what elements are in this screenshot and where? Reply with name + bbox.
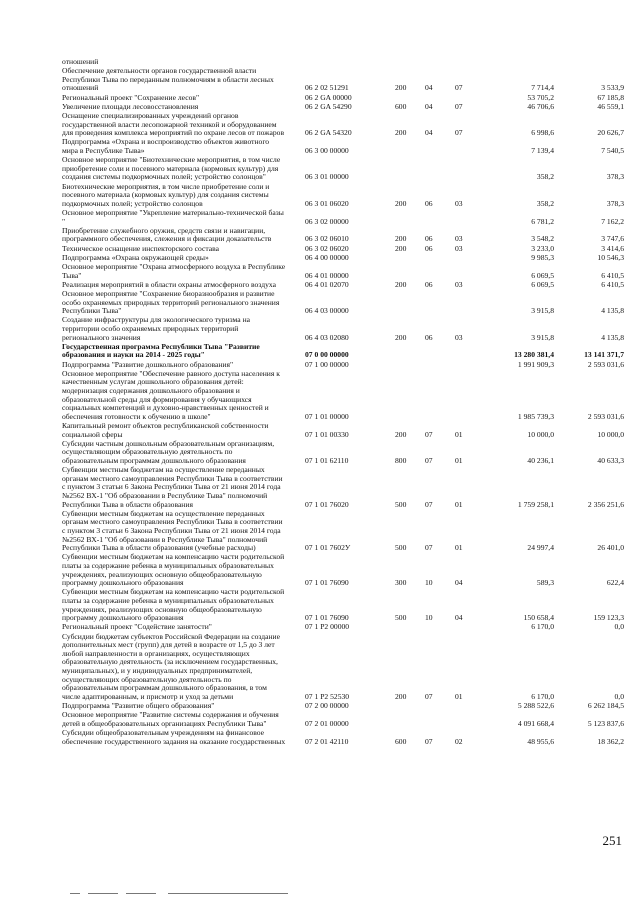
- row-29-v1: 48 955,6: [527, 736, 554, 746]
- row-15-c1: 200: [395, 332, 407, 342]
- row-7-v2: 378,3: [606, 198, 624, 208]
- description-line: Республики Тыва в области образования: [62, 499, 193, 509]
- row-2-v2: 67 185,8: [597, 92, 624, 102]
- row-24-c2: 10: [425, 613, 433, 623]
- row-21-c2: 07: [425, 499, 433, 509]
- row-16-v1: 13 280 381,4: [514, 350, 554, 360]
- row-10-c3: 03: [455, 243, 463, 253]
- row-26-c1: 200: [395, 691, 407, 701]
- description-line: Биотехнические мероприятия, в том числе приобретение соли и: [62, 181, 270, 191]
- row-9-code: 06 3 02 06010: [305, 234, 349, 244]
- row-27-code: 07 2 00 00000: [305, 701, 349, 710]
- row-19-c2: 07: [425, 429, 433, 439]
- row-15-v2: 4 135,8: [601, 332, 624, 342]
- row-28-code: 07 2 01 00000: [305, 718, 349, 728]
- row-3-code: 06 2 GA 54290: [305, 101, 352, 111]
- row-3-c2: 04: [425, 101, 433, 111]
- row-6-v2: 378,3: [606, 172, 624, 182]
- row-5-code: 06 3 00 00000: [305, 146, 349, 155]
- description-line: программу дошкольного образования: [62, 578, 184, 588]
- row-5-v2: 7 540,5: [601, 146, 624, 155]
- row-17-v2: 2 593 031,6: [587, 359, 624, 369]
- description-line: территории особо охраняемых природных территорий: [62, 323, 239, 333]
- row-8-v2: 7 162,2: [601, 216, 624, 226]
- row-13-code: 06 4 01 02070: [305, 279, 349, 289]
- description-line: образования и науки на 2014 - 2025 годы": [62, 350, 205, 360]
- description-line: дополнительных мест (групп) для детей в возрасте от 1,5 до 3 лет: [62, 640, 275, 650]
- row-5-description: [62, 138, 312, 155]
- description-line: Подпрограмма «Охрана и воспроизводство объектов животного: [62, 137, 270, 147]
- row-5-v1: 7 139,4: [531, 146, 554, 155]
- row-18-description: [62, 370, 312, 422]
- row-19-v2: 10 000,0: [597, 429, 624, 439]
- row-15-v1: 3 915,8: [531, 332, 554, 342]
- row-3-v1: 46 706,6: [527, 101, 554, 111]
- row-14-code: 06 4 03 00000: [305, 306, 349, 316]
- row-9-c1: 200: [395, 234, 407, 244]
- row-7-c3: 03: [455, 198, 463, 208]
- description-line: Субвенции местным бюджетам на осуществление переданных: [62, 465, 265, 475]
- row-23-v1: 589,3: [536, 578, 554, 588]
- row-12-description: [62, 263, 312, 280]
- row-8-description: [62, 209, 312, 226]
- row-15-code: 06 4 03 02080: [305, 332, 349, 342]
- row-19-description: [62, 422, 312, 439]
- row-8-v1: 6 781,2: [531, 216, 554, 226]
- description-line: Основное мероприятие "Сохранение биоразнообразия и развитие: [62, 289, 275, 298]
- description-line: Подпрограмма "Развитие общего образования": [62, 701, 215, 710]
- description-line: Основное мероприятие "Охрана атмосферного воздуха в Республике: [62, 262, 286, 271]
- description-line: №2562 ВХ-1 "Об образовании в Республике Тыва" полномочий: [62, 490, 268, 500]
- row-7-v1: 358,2: [536, 198, 554, 208]
- description-line: создания системы подкормочных полей; устройство солонцов": [62, 172, 266, 182]
- row-22-v2: 26 401,0: [597, 543, 624, 553]
- row-20-c1: 800: [395, 456, 407, 465]
- description-line: образовательную деятельность (за исключением государственных,: [62, 657, 278, 667]
- description-line: модернизация содержания дошкольного образования и: [62, 385, 240, 395]
- row-19-c3: 01: [455, 429, 463, 439]
- row-21-c3: 01: [455, 499, 463, 509]
- description-line: Основное мероприятие "Биотехнические мероприятия, в том числе: [62, 155, 281, 165]
- description-line: ": [62, 216, 66, 226]
- row-20-c2: 07: [425, 456, 433, 465]
- row-14-v2: 4 135,8: [601, 306, 624, 316]
- row-27-v2: 6 262 184,5: [587, 701, 624, 710]
- row-21-v2: 2 356 251,6: [587, 499, 624, 509]
- description-line: Подпрограмма «Охрана окружающей среды»: [62, 252, 209, 262]
- row-9-v2: 3 747,6: [601, 234, 624, 244]
- footer-rule-4: [168, 893, 288, 894]
- row-7-c1: 200: [395, 198, 407, 208]
- row-7-c2: 06: [425, 198, 433, 208]
- description-line: Республики Тыва по переданным полномочиям в области лесных: [62, 74, 274, 84]
- row-24-c1: 500: [395, 613, 407, 623]
- description-line: учреждениях, реализующих основную общеобразовательную: [62, 604, 262, 614]
- description-line: Оснащение специализированных учреждений органов: [62, 111, 239, 120]
- description-line: обеспечение государственного задания на оказание государственных: [62, 736, 286, 746]
- description-line: Увеличение площади лесовосстановления: [62, 101, 199, 111]
- row-29-c1: 600: [395, 736, 407, 746]
- row-23-c2: 10: [425, 578, 433, 588]
- description-line: Реализация мероприятий в области охраны атмосферного воздуха: [62, 279, 276, 289]
- description-line: для проведения комплекса мероприятий по охране лесов от пожаров: [62, 128, 285, 138]
- row-20-v1: 40 236,1: [527, 456, 554, 465]
- row-3-v2: 46 559,1: [597, 101, 624, 111]
- row-3-c3: 07: [455, 101, 463, 111]
- row-4-code: 06 2 GA 54320: [305, 128, 352, 138]
- row-21-v1: 1 759 258,1: [517, 499, 554, 509]
- row-19-c1: 200: [395, 429, 407, 439]
- description-line: учреждениях, реализующих основную общеобразовательную: [62, 569, 262, 579]
- row-21-code: 07 1 01 76020: [305, 499, 349, 509]
- row-11-v2: 10 546,3: [597, 252, 624, 262]
- description-line: обеспечения готовности к обучению в школе": [62, 411, 211, 421]
- description-line: с пунктом 3 статьи 6 Закона Республики Тыва от 21 июня 2014 года: [62, 482, 281, 492]
- row-29-description: [62, 729, 312, 746]
- row-26-v1: 6 170,0: [531, 691, 554, 701]
- row-23-description: [62, 553, 312, 587]
- row-20-v2: 40 633,3: [597, 456, 624, 465]
- description-line: особо охраняемых природных территорий регионального значения: [62, 297, 280, 307]
- row-25-v1: 6 170,0: [531, 622, 554, 632]
- description-line: образовательным программам дошкольного образования: [62, 455, 246, 465]
- description-line: числе адаптированным, и присмотр и уход за детьми: [62, 691, 234, 701]
- row-29-code: 07 2 01 42110: [305, 736, 349, 746]
- row-13-c2: 06: [425, 279, 433, 289]
- row-29-v2: 18 362,2: [597, 736, 624, 746]
- row-25-v2: 0,0: [614, 622, 624, 632]
- description-line: любой направленности в организациях, осуществляющих: [62, 648, 250, 658]
- row-24-v1: 150 658,4: [523, 613, 554, 623]
- footer-rule-2: [88, 893, 118, 894]
- description-line: Тыва": [62, 270, 82, 280]
- description-line: Региональный проект "Сохранение лесов": [62, 92, 200, 102]
- description-line: осуществляющим образовательную деятельность по: [62, 447, 233, 457]
- description-line: подкормочных полей; устройство солонцов: [62, 198, 203, 208]
- row-26-c3: 01: [455, 691, 463, 701]
- description-line: образовательной среды для формирования у обучающихся: [62, 394, 252, 404]
- row-20-c3: 01: [455, 456, 463, 465]
- row-24-c3: 04: [455, 613, 463, 623]
- row-10-v1: 3 233,0: [531, 243, 554, 253]
- row-29-c3: 02: [455, 736, 463, 746]
- row-23-c3: 04: [455, 578, 463, 588]
- row-9-v1: 3 548,2: [531, 234, 554, 244]
- description-line: Приобретение служебного оружия, средств связи и навигации,: [62, 225, 266, 235]
- row-12-code: 06 4 01 00000: [305, 270, 349, 280]
- description-line: №2562 ВХ-1 "Об образовании в Республике Тыва" полномочий: [62, 534, 268, 544]
- row-18-code: 07 1 01 00000: [305, 411, 349, 421]
- row-10-v2: 3 414,6: [601, 243, 624, 253]
- row-10-description: [62, 245, 312, 254]
- row-6-v1: 358,2: [536, 172, 554, 182]
- description-line: Субвенции местным бюджетам на компенсацию части родительской: [62, 552, 285, 562]
- description-line: Субсидии бюджетам субъектов Российской Федерации на создание: [62, 631, 280, 641]
- row-1-c1: 200: [395, 83, 407, 93]
- row-24-code: 07 1 01 76090: [305, 613, 349, 623]
- description-line: Региональный проект "Содействие занятости": [62, 622, 212, 632]
- description-line: программного обеспечения, слежения и фиксации доказательств: [62, 234, 272, 244]
- row-26-v2: 0,0: [614, 691, 624, 701]
- row-1-c2: 04: [425, 83, 433, 93]
- row-2-v1: 53 705,2: [527, 92, 554, 102]
- row-16-code: 07 0 00 00000: [305, 350, 349, 360]
- row-16-description: [62, 343, 312, 360]
- row-14-v1: 3 915,8: [531, 306, 554, 316]
- row-11-v1: 9 985,3: [531, 252, 554, 262]
- row-4-c1: 200: [395, 128, 407, 138]
- description-line: посевного материала (кормовых культур) для создания системы: [62, 190, 269, 200]
- row-4-c3: 07: [455, 128, 463, 138]
- description-line: отношений: [62, 83, 99, 93]
- row-28-description: [62, 711, 312, 728]
- description-line: отношений: [62, 57, 99, 66]
- description-line: Основное мероприятие "Укрепление материально-технической базы: [62, 208, 284, 217]
- row-10-code: 06 3 02 06020: [305, 243, 349, 253]
- row-2-description: [62, 94, 312, 103]
- row-4-c2: 04: [425, 128, 433, 138]
- row-13-c3: 03: [455, 279, 463, 289]
- footer-rule-1: [70, 893, 80, 894]
- row-29-c2: 07: [425, 736, 433, 746]
- description-line: Государственная программа Республики Тыва "Развитие: [62, 341, 260, 351]
- row-2-code: 06 2 GA 00000: [305, 92, 352, 102]
- row-13-v1: 6 069,5: [531, 279, 554, 289]
- description-line: Республики Тыва": [62, 306, 122, 316]
- description-line: социальной сферы: [62, 429, 123, 439]
- footer-rule-3: [126, 893, 156, 894]
- description-line: с пунктом 3 статьи 6 Закона Республики Тыва от 21 июня 2014 года: [62, 525, 281, 535]
- row-10-c2: 06: [425, 243, 433, 253]
- row-18-v2: 2 593 031,6: [587, 411, 624, 421]
- description-line: образовательным программам дошкольного образования, в том: [62, 683, 267, 693]
- description-line: Подпрограмма "Развитие дошкольного образования": [62, 359, 234, 369]
- description-line: осуществляющих образовательную деятельность по: [62, 674, 232, 684]
- description-line: Основное мероприятие "Обеспечение равного доступа населения к: [62, 368, 280, 378]
- description-line: Субвенции местным бюджетам на компенсацию части родительской: [62, 587, 285, 597]
- row-21-description: [62, 466, 312, 509]
- row-22-c2: 07: [425, 543, 433, 553]
- description-line: платы за содержание ребенка в муниципальных образовательных: [62, 595, 274, 605]
- description-line: мира в Республике Тыва»: [62, 145, 145, 155]
- row-26-description: [62, 633, 312, 702]
- row-25-description: [62, 623, 312, 632]
- description-line: социальных компетенций и духовно-нравственных ценностей и: [62, 403, 269, 413]
- description-line: Субвенции местным бюджетам на осуществление переданных: [62, 508, 265, 518]
- description-line: Субсидии частным дошкольным образовательным организациям,: [62, 438, 275, 448]
- description-line: Основное мероприятие "Развитие системы содержания и обучения: [62, 710, 279, 720]
- description-line: органам местного самоуправления Республики Тыва в соответствии: [62, 517, 283, 527]
- row-7-description: [62, 183, 312, 209]
- description-line: Республики Тыва в области образования (учебные расходы): [62, 543, 256, 553]
- row-18-v1: 1 985 739,3: [517, 411, 554, 421]
- description-line: Техническое оснащение инспекторского состава: [62, 243, 219, 253]
- row-13-v2: 6 410,5: [601, 279, 624, 289]
- description-line: Обеспечение деятельности органов государственной власти: [62, 66, 257, 76]
- row-9-c2: 06: [425, 234, 433, 244]
- row-6-code: 06 3 01 00000: [305, 172, 349, 182]
- row-1-code: 06 2 02 51291: [305, 83, 349, 93]
- row-6-description: [62, 156, 312, 182]
- row-17-code: 07 1 00 00000: [305, 359, 349, 369]
- description-line: Создание инфраструктуры для экологического туризма на: [62, 315, 251, 325]
- row-4-v1: 6 998,6: [531, 128, 554, 138]
- description-line: программу дошкольного образования: [62, 613, 184, 623]
- description-line: качественным услугам дошкольного образования детей:: [62, 377, 244, 387]
- row-12-v2: 6 410,5: [601, 270, 624, 280]
- row-23-code: 07 1 01 76090: [305, 578, 349, 588]
- row-21-c1: 500: [395, 499, 407, 509]
- row-22-c3: 01: [455, 543, 463, 553]
- row-28-v1: 4 091 668,4: [517, 718, 554, 728]
- description-line: Капитальный ремонт объектов республиканской собственности: [62, 421, 269, 430]
- row-25-code: 07 1 P2 00000: [305, 622, 350, 632]
- row-27-v1: 5 288 522,6: [517, 701, 554, 710]
- description-line: муниципальных), и у индивидуальных предпринимателей,: [62, 665, 253, 675]
- row-23-c1: 300: [395, 578, 407, 588]
- row-22-description: [62, 510, 312, 553]
- row-13-c1: 200: [395, 279, 407, 289]
- row-26-c2: 07: [425, 691, 433, 701]
- row-10-c1: 200: [395, 243, 407, 253]
- row-20-description: [62, 440, 312, 466]
- row-3-c1: 600: [395, 101, 407, 111]
- row-22-code: 07 1 01 7602У: [305, 543, 351, 553]
- row-16-v2: 13 141 371,7: [584, 350, 624, 360]
- row-23-v2: 622,4: [606, 578, 624, 588]
- row-22-c1: 500: [395, 543, 407, 553]
- row-15-c2: 06: [425, 332, 433, 342]
- row-7-code: 06 3 01 06020: [305, 198, 349, 208]
- row-9-description: [62, 227, 312, 244]
- row-4-description: [62, 112, 312, 138]
- row-1-v2: 3 533,9: [601, 83, 624, 93]
- row-8-code: 06 3 02 00000: [305, 216, 349, 226]
- row-12-v1: 6 069,5: [531, 270, 554, 280]
- description-line: детей в общеобразовательных организациях Республики Тыва": [62, 718, 267, 728]
- description-line: приобретение соли и посевного материала (кормовых культур) для: [62, 163, 279, 173]
- row-20-code: 07 1 01 62110: [305, 456, 349, 465]
- description-line: государственной власти лесопожарной техникой и оборудованием: [62, 119, 277, 129]
- row-11-code: 06 4 00 00000: [305, 252, 349, 262]
- row-26-code: 07 1 P2 52530: [305, 691, 350, 701]
- row-15-c3: 03: [455, 332, 463, 342]
- row-17-description: [62, 361, 312, 370]
- description-line: Субсидии общеобразовательным учреждениям на финансовое: [62, 728, 265, 737]
- row-17-v1: 1 991 909,3: [517, 359, 554, 369]
- row-15-description: [62, 316, 312, 342]
- row-1-v1: 7 714,4: [531, 83, 554, 93]
- row-28-v2: 5 123 837,6: [587, 718, 624, 728]
- description-line: органам местного самоуправления Республики Тыва в соответствии: [62, 473, 283, 483]
- row-1-description: [62, 67, 312, 93]
- row-1-c3: 07: [455, 83, 463, 93]
- row-14-description: [62, 290, 312, 316]
- row-22-v1: 24 997,4: [527, 543, 554, 553]
- row-9-c3: 03: [455, 234, 463, 244]
- row-19-code: 07 1 01 00330: [305, 429, 349, 439]
- description-line: регионального значения: [62, 332, 141, 342]
- row-24-description: [62, 588, 312, 622]
- row-19-v1: 10 000,0: [527, 429, 554, 439]
- row-24-v2: 159 123,3: [593, 613, 624, 623]
- description-line: платы за содержание ребенка в муниципальных образовательных: [62, 560, 274, 570]
- row-4-v2: 20 626,7: [597, 128, 624, 138]
- page-number: 251: [602, 833, 622, 848]
